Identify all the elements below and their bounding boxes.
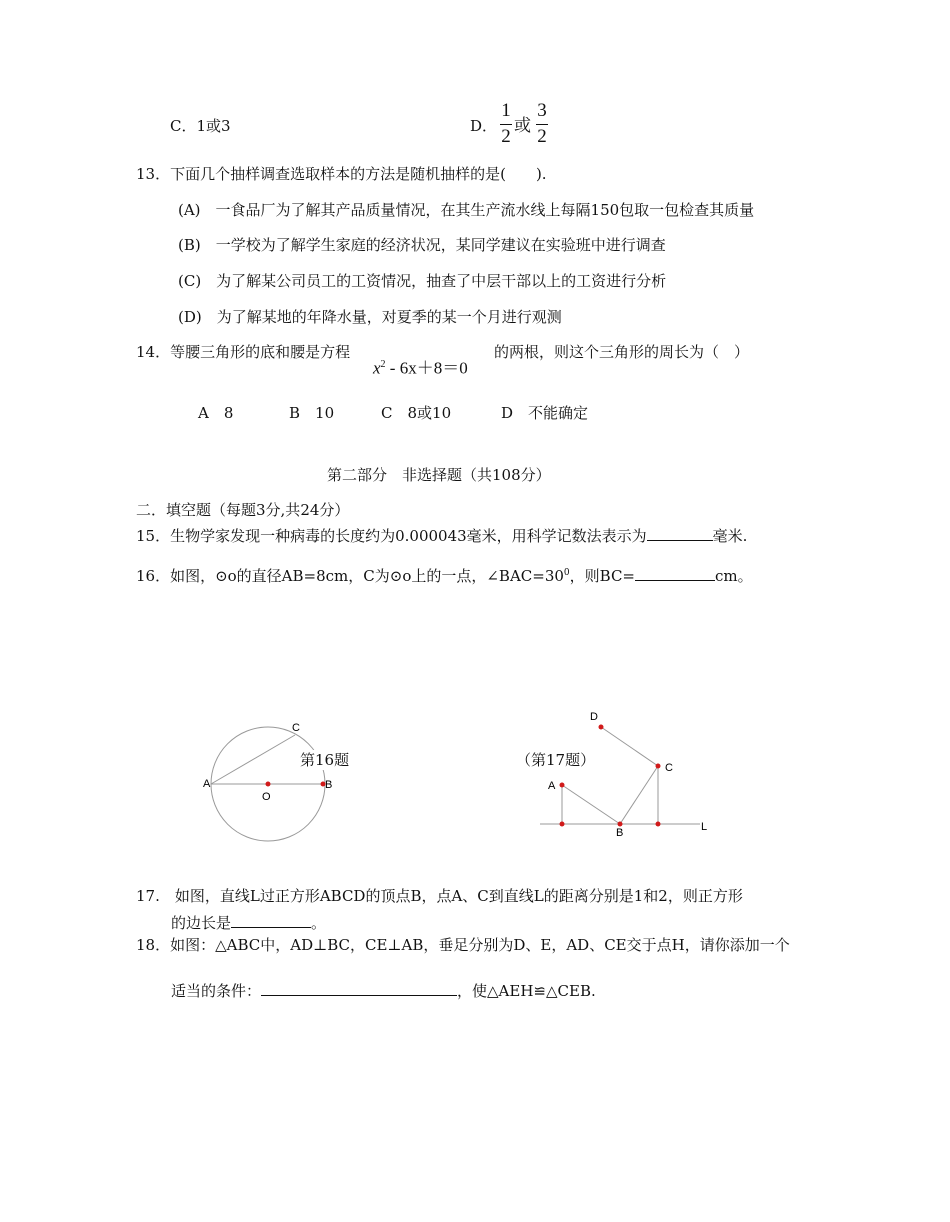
fig16-label-b: B (325, 779, 333, 791)
q14-stem-end: 的两根，则这个三角形的周长为（ ） (494, 343, 750, 361)
q14-equation-exponent: 2 (380, 359, 386, 370)
fig17-side-bc (620, 766, 658, 824)
q18-line2 (171, 981, 596, 1001)
q13-stem: 13．下面几个抽样调查选取样本的方法是随机抽样的是( ). (136, 165, 547, 183)
q12-option-c: C．1或3 (170, 117, 231, 135)
q17-line2-end: 。 (311, 914, 327, 932)
q18-answer-blank[interactable] (261, 981, 457, 996)
fig17-point-b (618, 822, 623, 827)
q12-frac2-denominator: 2 (537, 126, 547, 147)
q14-option-c: C 8或10 (381, 404, 452, 422)
q16-answer-blank[interactable] (635, 566, 715, 581)
q13-option-b: (B) 一学校为了解学生家庭的经济状况，某同学建议在实验班中进行调查 (178, 236, 666, 254)
fig16-point-o (266, 782, 271, 787)
figure-17 (535, 705, 720, 840)
q18-line2-start: 适当的条件： (171, 982, 262, 1000)
fig17-label-a: A (548, 780, 556, 792)
figure-16 (195, 715, 375, 845)
q18-line2-end: ，使△AEH≌△CEB. (457, 982, 596, 1000)
q12-frac1-numerator: 1 (501, 100, 511, 121)
part2-title: 第二部分 非选择题（共108分） (327, 466, 551, 484)
fig17-label-l: L (701, 821, 708, 833)
q17-line2-start: 的边长是 (171, 914, 232, 932)
q12-frac2-numerator: 3 (537, 100, 547, 121)
q13-option-c: (C) 为了解某公司员工的工资情况，抽查了中层干部以上的工资进行分析 (178, 272, 667, 290)
q12-frac1-bar (500, 124, 512, 125)
q12-frac2-bar (536, 124, 548, 125)
fig17-point-a (560, 783, 565, 788)
fig17-caption: （第17题） (516, 751, 596, 769)
q16-text-end: cm。 (715, 567, 753, 585)
fig17-label-c: C (665, 762, 673, 774)
fig17-point-c (656, 764, 661, 769)
fig17-label-d: D (590, 711, 598, 723)
q13-option-d: (D) 为了解某地的年降水量，对夏季的某一个月进行观测 (178, 308, 562, 326)
q16-text (136, 563, 753, 586)
q17-line1: 17. 如图，直线L过正方形ABCD的顶点B，点A、C到直线L的距离分别是1和2，则正方形 (136, 887, 743, 905)
q18-line1: 18．如图：△ABC中，AD⊥BC，CE⊥AB，垂足分别为D、E，AD、CE交于点H，请你添加一个 (136, 936, 790, 954)
q17-answer-blank[interactable] (231, 913, 311, 928)
fig16-label-o: O (262, 791, 271, 803)
fig16-label-a: A (203, 778, 211, 790)
q14-option-a: A 8 (198, 404, 234, 422)
q14-option-b: B 10 (289, 404, 335, 422)
q15-text-end: 毫米. (712, 527, 748, 545)
q16-text-start: 16．如图，⊙o的直径AB=8cm，C为⊙o上的一点，∠BAC=30 (136, 567, 564, 585)
q14-equation (373, 355, 468, 379)
fig17-label-b: B (616, 827, 624, 839)
fig17-point-a-foot (560, 822, 565, 827)
fig16-label-c: C (292, 722, 300, 734)
fig17-point-c-foot (656, 822, 661, 827)
fig17-side-ab (562, 785, 620, 824)
q15-text-start: 15．生物学家发现一种病毒的长度约为0.000043毫米，用科学记数法表示为 (136, 527, 647, 545)
q12-option-d-or: 或 (514, 116, 531, 136)
q12-option-d-prefix: D． (470, 117, 498, 135)
q12-frac1-denominator: 2 (501, 126, 511, 147)
fig17-point-d (599, 725, 604, 730)
q14-stem-start: 14．等腰三角形的底和腰是方程 (136, 343, 351, 361)
q14-equation-rest: - 6x＋8＝0 (385, 358, 468, 378)
section2-heading: 二．填空题（每题3分,共24分） (136, 501, 350, 519)
fig16-chord-ac (211, 735, 295, 784)
q14-option-d: D 不能确定 (501, 404, 589, 422)
q16-degree: 0 (563, 568, 570, 578)
q15-text (136, 526, 747, 546)
q17-line2 (171, 913, 326, 933)
q14-equation-x: x (373, 358, 381, 378)
q16-text-mid: ，则BC= (569, 567, 636, 585)
q15-answer-blank[interactable] (647, 526, 713, 541)
fig17-side-cd (601, 727, 658, 766)
fig16-caption: 第16题 (300, 751, 350, 769)
q13-option-a: (A) 一食品厂为了解其产品质量情况，在其生产流水线上每隔150包取一包检查其质量 (178, 201, 755, 219)
